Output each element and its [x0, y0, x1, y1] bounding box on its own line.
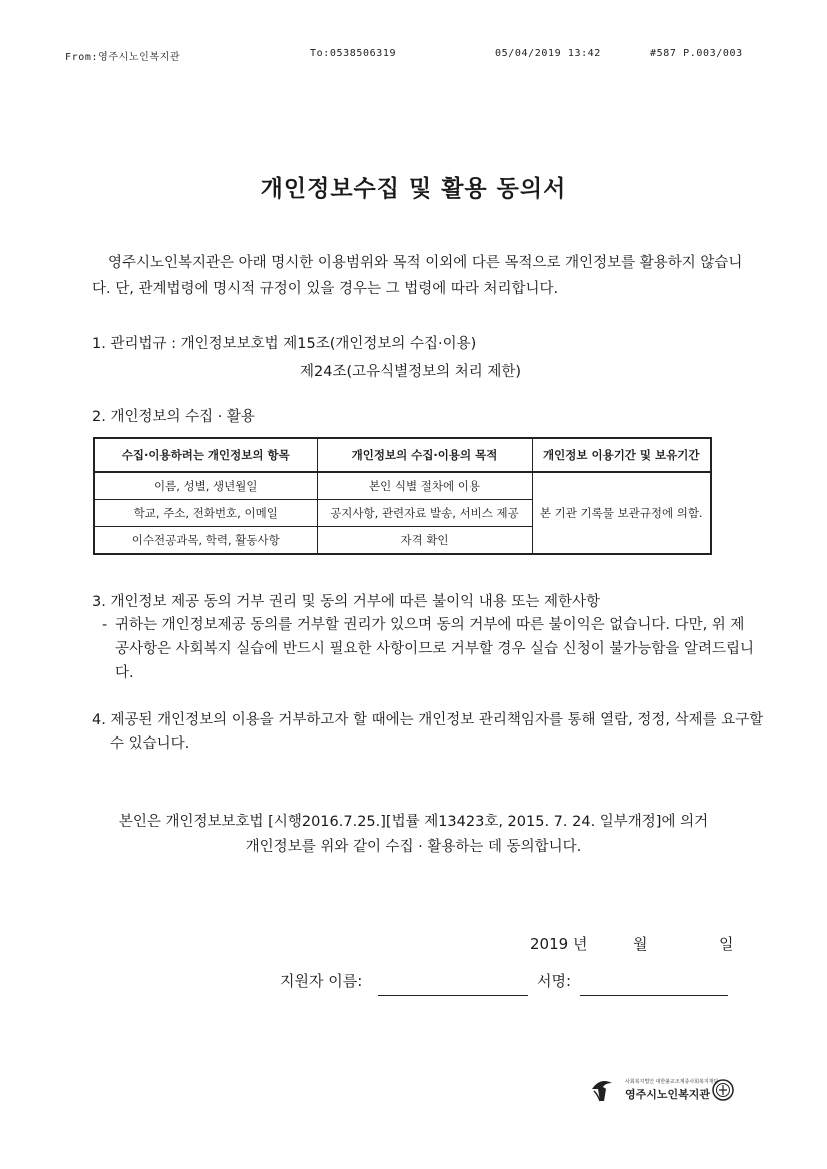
table-cell-item: 이수전공과목, 학력, 활동사항 [94, 527, 317, 555]
table-header-item: 수집·이용하려는 개인정보의 항목 [94, 438, 317, 472]
table-cell-item: 이름, 성별, 생년월일 [94, 472, 317, 500]
document-title: 개인정보수집 및 활용 동의서 [260, 176, 567, 202]
section3-body-block [102, 613, 755, 685]
section4-text: 4. 제공된 개인정보의 이용을 거부하고자 할 때에는 개인정보 관리책임자를 통해 열람, 정정, 삭제를 요구할 수 있습니다. [92, 712, 764, 752]
table-cell-purpose: 본인 식별 절차에 이용 [317, 472, 532, 500]
bullet-dash: - [102, 617, 108, 633]
table-row [94, 472, 711, 500]
signature-label: 서명: [537, 972, 572, 990]
seal-icon [712, 1079, 734, 1101]
applicant-name-label: 지원자 이름: [280, 972, 363, 990]
fax-to: To:0538506319 [310, 48, 397, 59]
section1-line2: 제24조(고유식별정보의 처리 제한) [300, 364, 522, 380]
logo-subtitle: 사회복지법인 대한불교조계종사회복지재단 [625, 1079, 719, 1085]
fax-header [0, 48, 827, 62]
section1-label: 1. 관리법규 : 개인정보보호법 제15조(개인정보의 수집·이용) [92, 336, 477, 352]
signature-field[interactable] [580, 995, 728, 996]
consent-line1: 본인은 개인정보보호법 [시행2016.7.25.][법률 제13423호, 2015. 7. 24. 일부개정]에 의거 [118, 814, 709, 830]
org-logo [590, 1075, 735, 1105]
logo-name: 영주시노인복지관 [625, 1088, 711, 1101]
consent-statement [0, 810, 827, 860]
applicant-name-field[interactable] [378, 995, 528, 996]
date-month: 월 [633, 935, 648, 953]
table-cell-purpose: 공지사항, 관련자료 발송, 서비스 제공 [317, 500, 532, 527]
fax-page: #587 P.003/003 [650, 48, 743, 59]
date-day: 일 [719, 935, 734, 953]
fax-from: From:영주시노인복지관 [65, 52, 181, 63]
table-cell-retention: 본 기관 기록물 보관규정에 의함. [532, 472, 711, 554]
table-header-retention: 개인정보 이용기간 및 보유기간 [532, 438, 711, 472]
fax-datetime: 05/04/2019 13:42 [495, 48, 601, 59]
intro-paragraph: 영주시노인복지관은 아래 명시한 이용범위와 목적 이외에 다른 목적으로 개인정보를 활용하지 않습니다. 단, 관계법령에 명시적 규정이 있을 경우는 그 법령에 따라 처리합니다. [92, 255, 743, 297]
date-year: 2019 년 [530, 935, 588, 953]
table-header-row [94, 438, 711, 472]
table-header-purpose: 개인정보의 수집·이용의 목적 [317, 438, 532, 472]
lotus-icon [590, 1075, 620, 1105]
personal-info-table [93, 437, 712, 555]
consent-line2: 개인정보를 위와 같이 수집 · 활용하는 데 동의합니다. [245, 839, 582, 855]
table-cell-item: 학교, 주소, 전화번호, 이메일 [94, 500, 317, 527]
table-cell-purpose: 자격 확인 [317, 527, 532, 555]
section3-label: 3. 개인정보 제공 동의 거부 권리 및 동의 거부에 따른 불이익 내용 또는 제한사항 [92, 594, 600, 610]
section3-body: 귀하는 개인정보제공 동의를 거부할 권리가 있으며 동의 거부에 따른 불이익은 없습니다. 다만, 위 제공사항은 사회복지 실습에 반드시 필요한 사항이므로 거부할 경우 실습 신청이 불가능함을 알려드립니다. [115, 617, 754, 681]
section2-label: 2. 개인정보의 수집 · 활용 [92, 409, 255, 425]
